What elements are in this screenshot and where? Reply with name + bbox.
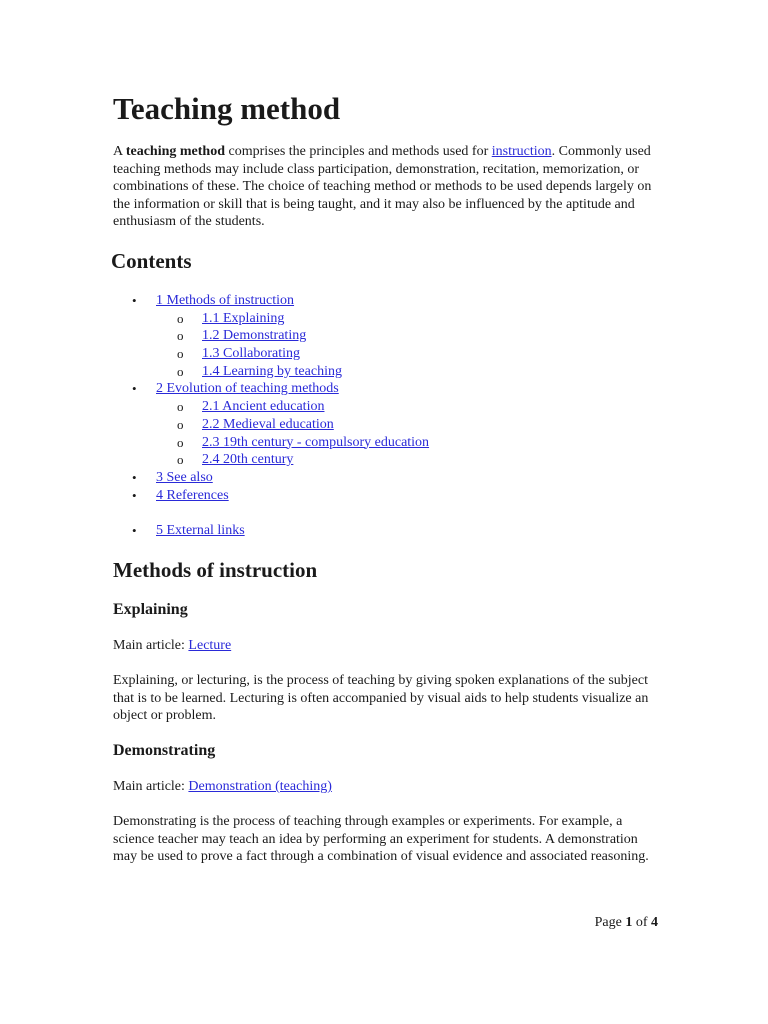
toc-link-evolution-of-teaching-methods[interactable]: 2 Evolution of teaching methods <box>156 381 339 397</box>
toc-link-ancient-education[interactable]: 2.1 Ancient education <box>202 399 325 415</box>
toc-link-19th-century[interactable]: 2.3 19th century - compulsory education <box>202 434 430 450</box>
circle-bullet-icon: o <box>177 452 184 468</box>
toc-link-demonstrating[interactable]: 1.2 Demonstrating <box>202 328 307 344</box>
intro-prefix: A <box>113 144 126 159</box>
circle-bullet-icon: o <box>177 416 184 432</box>
circle-bullet-icon: o <box>177 328 184 344</box>
toc-item <box>113 327 658 345</box>
subsection-heading-demonstrating: Demonstrating <box>113 742 216 759</box>
toc-link-collaborating[interactable]: 1.3 Collaborating <box>202 346 300 362</box>
page-counter <box>595 914 658 932</box>
lecture-link[interactable]: Lecture <box>188 638 232 653</box>
toc-item <box>113 451 658 469</box>
toc-item <box>113 310 658 328</box>
toc-link-20th-century[interactable]: 2.4 20th century <box>202 452 294 468</box>
subsection-heading-explaining: Explaining <box>113 601 188 618</box>
bullet-icon: • <box>132 487 137 503</box>
contents-heading: Contents <box>111 249 192 273</box>
instruction-link[interactable]: instruction <box>491 144 552 159</box>
page-word: Page <box>594 915 626 930</box>
toc-item <box>113 380 658 398</box>
circle-bullet-icon: o <box>177 434 184 450</box>
toc-link-learning-by-teaching[interactable]: 1.4 Learning by teaching <box>202 363 342 379</box>
demonstration-link[interactable]: Demonstration (teaching) <box>188 779 332 794</box>
circle-bullet-icon: o <box>177 399 184 415</box>
demonstrating-paragraph: Demonstrating is the process of teaching through examples or experiments. For example, a science teacher may teach an idea by performing an experiment for students. A demonstration may be used to prove a fact through a combination of visual evidence and associated reasoning. <box>113 814 649 865</box>
toc-item <box>113 416 658 434</box>
toc-item <box>113 345 658 363</box>
bullet-icon: • <box>132 293 137 308</box>
intro-rest: . Commonly used teaching methods may include class participation, demonstration, recitation, memorization, or combinations of these. The choice of teaching method or methods to be used depends largely on the information or skill that is being taught, and it may also be influenced by the aptitude and enthusiasm of the students. <box>113 144 652 230</box>
current-page-number: 1 <box>625 915 633 930</box>
toc-item <box>113 434 658 452</box>
toc-item <box>113 487 658 505</box>
main-article-label: Main article: <box>113 638 189 653</box>
bullet-icon: • <box>132 469 137 485</box>
main-article-label: Main article: <box>113 779 189 794</box>
toc-item <box>113 522 658 540</box>
toc-item <box>113 398 658 416</box>
circle-bullet-icon: o <box>177 346 184 362</box>
of-word: of <box>632 915 651 930</box>
toc-link-medieval-education[interactable]: 2.2 Medieval education <box>202 416 334 432</box>
bullet-icon: • <box>132 522 137 538</box>
main-article-note <box>113 637 231 655</box>
circle-bullet-icon: o <box>177 363 184 379</box>
toc-link-see-also[interactable]: 3 See also <box>156 469 213 485</box>
toc-link-methods-of-instruction[interactable]: 1 Methods of instruction <box>156 293 295 308</box>
table-of-contents <box>113 292 658 540</box>
toc-link-explaining[interactable]: 1.1 Explaining <box>202 310 285 326</box>
toc-item <box>113 469 658 487</box>
toc-link-external-links[interactable]: 5 External links <box>156 522 245 538</box>
intro-term: teaching method <box>125 144 226 159</box>
intro-paragraph <box>113 143 658 231</box>
explaining-paragraph: Explaining, or lecturing, is the process of teaching by giving spoken explanations of the subject that is to be learned. Lecturing is often accompanied by visual aids to help students visualize an object or problem. <box>113 673 649 724</box>
toc-item <box>113 292 658 310</box>
main-article-note <box>113 778 332 796</box>
bullet-icon: • <box>132 381 137 397</box>
section-heading-methods-of-instruction: Methods of instruction <box>113 558 318 582</box>
toc-link-references[interactable]: 4 References <box>156 487 229 503</box>
circle-bullet-icon: o <box>177 310 184 326</box>
total-page-count: 4 <box>651 915 658 930</box>
page-title: Teaching method <box>113 91 341 126</box>
toc-item <box>113 363 658 381</box>
intro-middle: comprises the principles and methods used for <box>225 144 492 159</box>
